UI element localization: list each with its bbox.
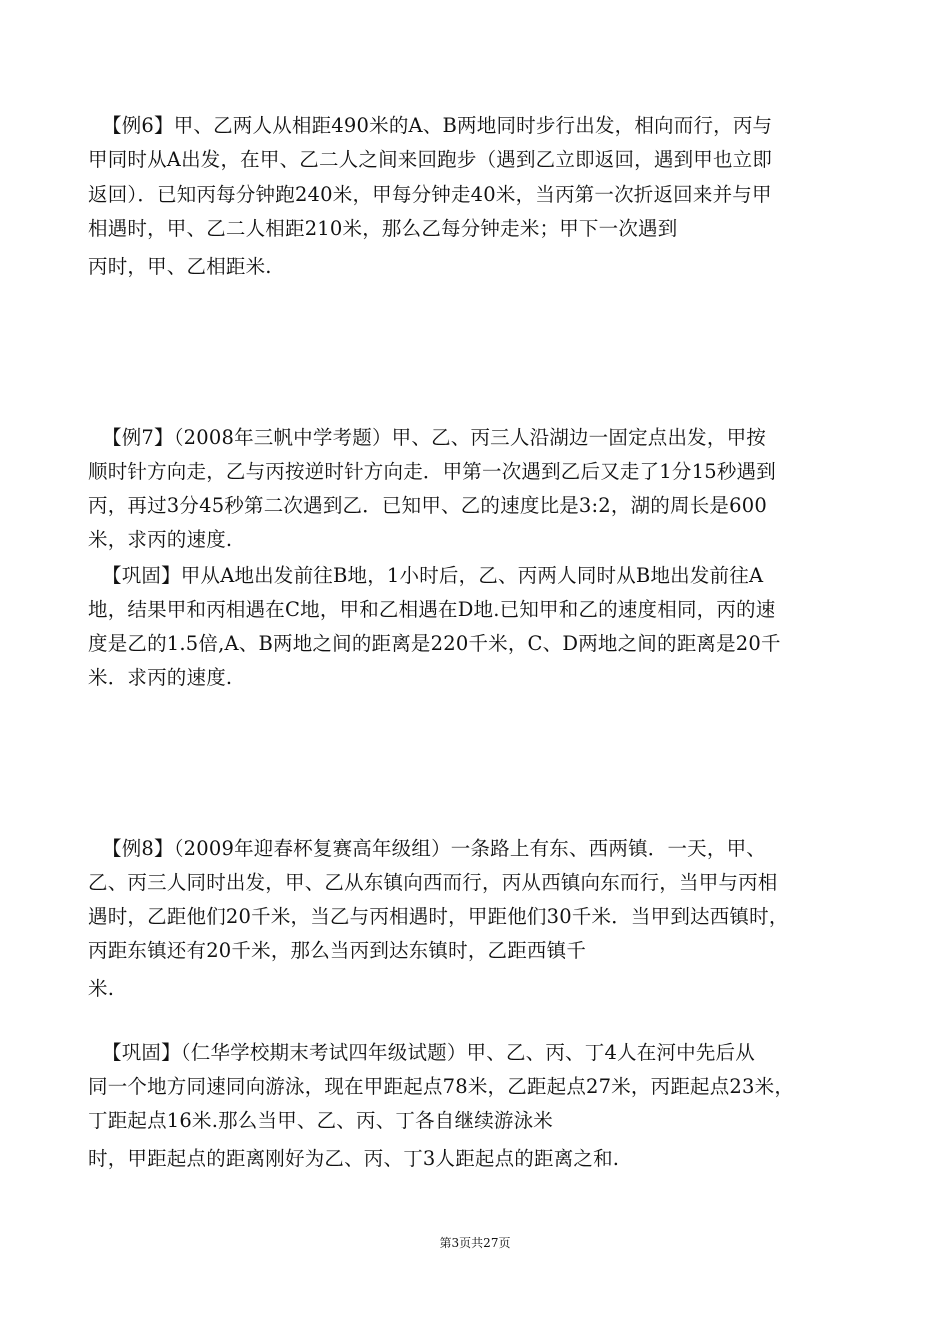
text-line: 米，求丙的速度.	[88, 528, 233, 551]
text-line: 米.	[88, 977, 115, 1000]
text-line: 时，甲距起点的距离刚好为乙、丙、丁3人距起点的距离之和.	[88, 1147, 620, 1170]
text-line: 地，结果甲和丙相遇在C地，甲和乙相遇在D地.已知甲和乙的速度相同，丙的速	[88, 598, 776, 621]
text-line: 【巩固】甲从A地出发前往B地，1小时后，乙、丙两人同时从B地出发前往A	[102, 564, 764, 587]
text-line: 【例7】（2008年三帆中学考题）甲、乙、丙三人沿湖边一固定点出发，甲按	[102, 426, 766, 449]
text-line: 顺时针方向走，乙与丙按逆时针方向走．甲第一次遇到乙后又走了1分15秒遇到	[88, 460, 776, 483]
text-line: 相遇时，甲、乙二人相距210米，那么乙每分钟走米；甲下一次遇到	[88, 217, 678, 240]
text-line: 乙、丙三人同时出发，甲、乙从东镇向西而行，丙从西镇向东而行，当甲与丙相	[88, 871, 778, 894]
text-line: 【巩固】（仁华学校期末考试四年级试题）甲、乙、丙、丁4人在河中先后从	[102, 1041, 755, 1064]
text-line: 遇时，乙距他们20千米，当乙与丙相遇时，甲距他们30千米．当甲到达西镇时，	[88, 905, 789, 928]
text-line: 度是乙的1.5倍,A、B两地之间的距离是220千米，C、D两地之间的距离是20千	[88, 632, 781, 655]
text-line: 【例6】甲、乙两人从相距490米的A、B两地同时步行出发，相向而行，丙与	[102, 114, 773, 137]
text-line: 甲同时从A出发，在甲、乙二人之间来回跑步（遇到乙立即返回，遇到甲也立即	[88, 148, 773, 171]
text-line: 米．求丙的速度.	[88, 666, 233, 689]
text-line: 返回）．已知丙每分钟跑240米，甲每分钟走40米，当丙第一次折返回来并与甲	[88, 183, 772, 206]
text-line: 丙距东镇还有20千米，那么当丙到达东镇时，乙距西镇千	[88, 939, 587, 962]
text-line: 丙时，甲、乙相距米.	[88, 255, 272, 278]
text-line: 【例8】（2009年迎春杯复赛高年级组）一条路上有东、西两镇．一天，甲、	[102, 837, 766, 860]
text-line: 同一个地方同速同向游泳，现在甲距起点78米，乙距起点27米，丙距起点23米，	[88, 1075, 795, 1098]
text-line: 丁距起点16米.那么当甲、乙、丙、丁各自继续游泳米	[88, 1109, 554, 1132]
page-number-footer: 第3页共27页	[439, 1236, 511, 1250]
text-line: 丙，再过3分45秒第二次遇到乙．已知甲、乙的速度比是3:2，湖的周长是600	[88, 494, 767, 517]
